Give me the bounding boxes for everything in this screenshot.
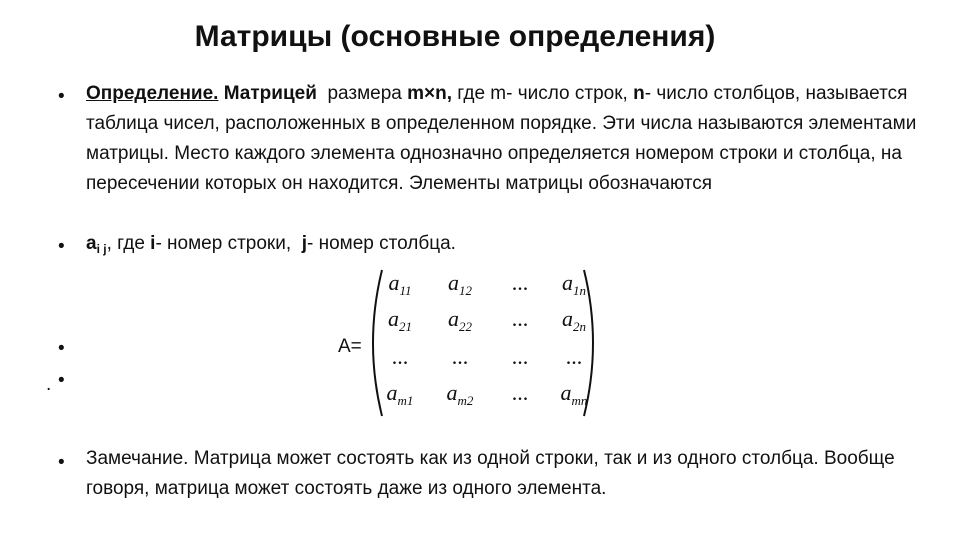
- matrix-cell: [490, 380, 550, 406]
- matrix-cell-base: a: [560, 380, 572, 405]
- matrix-cell-base: a: [562, 270, 573, 295]
- matrix-cell-index: 1n: [573, 283, 586, 298]
- matrix-cell: [544, 270, 604, 299]
- matrix-cell-index: 12: [459, 283, 472, 298]
- slide-title: Матрицы (основные определения): [194, 20, 716, 53]
- matrix-cell-base: a: [388, 306, 399, 331]
- bullet-marker: •: [58, 370, 65, 391]
- element-text-2: - номер строки,: [155, 233, 292, 254]
- matrix-size: m×n,: [407, 83, 453, 104]
- matrix-cell: [370, 306, 430, 335]
- matrix-cell: [430, 306, 490, 335]
- matrix-cell: [430, 344, 490, 370]
- definition-text-3: - число столбцов, называется таблица чисел, расположенных в определенном порядке. Эти числа называются элементами матрицы. Место каждого элемента однозначно определяется номером строки и столбца, на пересечении которых он находится. Элементы матрицы обозначаются: [86, 83, 917, 194]
- matrix-cell: [430, 380, 490, 409]
- element-notation-line: [86, 229, 926, 264]
- matrix-cell: [430, 270, 490, 299]
- matrix-label: A=: [338, 336, 362, 357]
- matrix-cell-index: 2n: [573, 319, 586, 334]
- stray-dot: .: [46, 374, 52, 395]
- matrix-cell-base: ...: [511, 344, 529, 369]
- matrix-cell-base: ...: [391, 344, 409, 369]
- matrix-cell-index: 21: [399, 319, 412, 334]
- element-text-3: - номер столбца.: [306, 233, 456, 254]
- matrix-cell-base: a: [446, 380, 458, 405]
- matrix-cell-index: mn: [571, 393, 588, 408]
- matrix-cell-index: 22: [459, 319, 472, 334]
- note-paragraph: Замечание. Матрица может состоять как из одной строки, так и из одного столбца. Вообще говоря, матрица может состоять даже из одного элемента.: [86, 448, 895, 499]
- matrix-cell-base: ...: [511, 380, 529, 405]
- matrix-cell: [544, 306, 604, 335]
- matrix-display: [368, 268, 598, 418]
- matrix-cell-base: a: [562, 306, 573, 331]
- matrix-cell-base: ...: [565, 344, 583, 369]
- definition-text-2: где m- число строк,: [457, 83, 628, 104]
- matrix-cell-index: 11: [399, 283, 412, 298]
- element-subscript: i j: [96, 242, 107, 256]
- matrix-cell: [544, 344, 604, 370]
- definition-term: Определение.: [86, 83, 219, 104]
- element-i: i: [150, 233, 156, 254]
- bullet-marker: •: [58, 338, 65, 359]
- matrix-cell: [370, 270, 430, 299]
- matrix-cell-base: a: [388, 270, 400, 295]
- definition-paragraph: [86, 79, 926, 199]
- matrix-cell: [490, 344, 550, 370]
- element-j: j: [301, 233, 307, 254]
- definition-text-1: размера: [327, 83, 402, 104]
- bullet-marker: •: [58, 86, 65, 107]
- matrix-cell: [490, 306, 550, 332]
- element-a: a: [86, 233, 97, 254]
- matrix-cell-index: m1: [397, 393, 414, 408]
- bullet-marker: •: [58, 236, 65, 257]
- matrix-cell-base: a: [448, 306, 459, 331]
- matrix-cell: [370, 344, 430, 370]
- bullet-marker: •: [58, 452, 65, 473]
- matrix-cell: [370, 380, 430, 409]
- element-symbol: [86, 233, 107, 254]
- definition-n: n: [633, 83, 645, 104]
- matrix-cell: [544, 380, 604, 409]
- matrix-cell-base: ...: [511, 306, 529, 331]
- matrix-cell-base: a: [386, 380, 398, 405]
- matrix-cell-base: ...: [451, 344, 469, 369]
- matrix-cell: [490, 270, 550, 296]
- element-text-1: , где: [106, 233, 145, 254]
- matrix-cell-index: m2: [457, 393, 474, 408]
- matrix-cell-base: ...: [511, 270, 529, 295]
- definition-word: Матрицей: [223, 83, 317, 104]
- matrix-cell-base: a: [448, 270, 459, 295]
